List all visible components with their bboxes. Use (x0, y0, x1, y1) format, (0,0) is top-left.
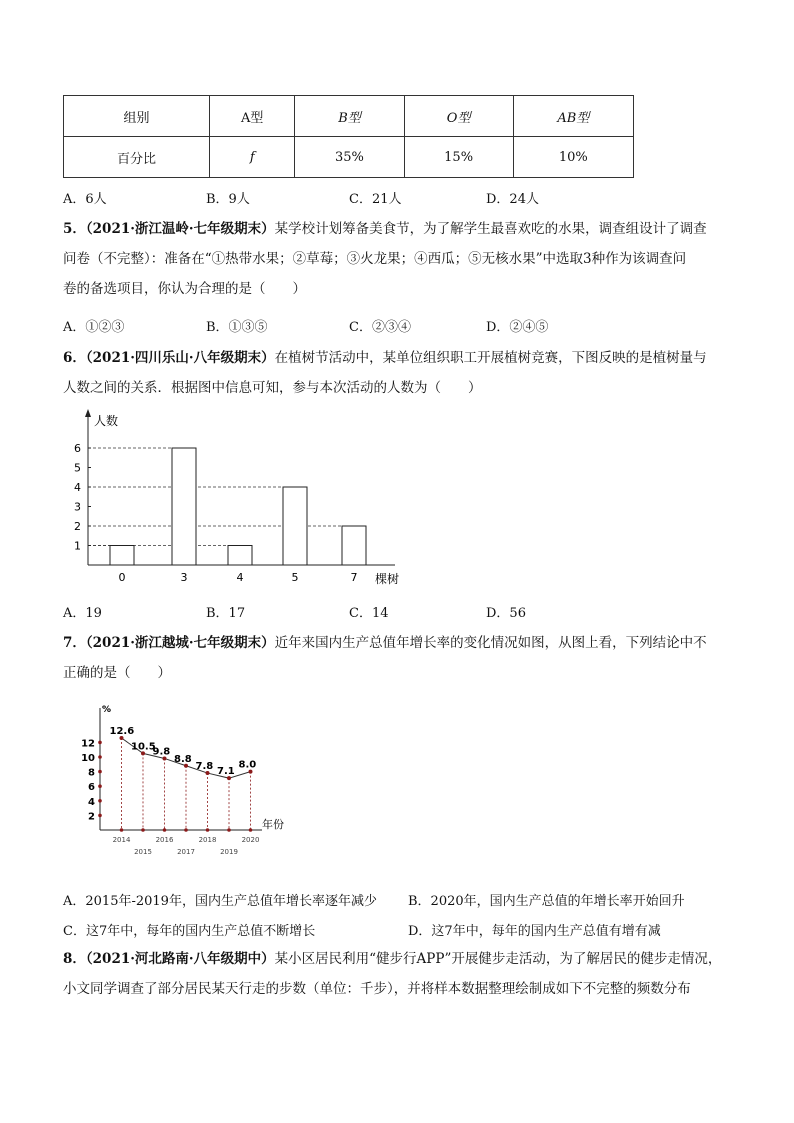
bar-0 (110, 546, 134, 566)
x-tick-dot (206, 828, 210, 832)
x-tick-label: 3 (180, 571, 188, 584)
table-cell: 35% (295, 137, 404, 178)
table-header-row (64, 96, 634, 137)
y-tick-label: 8 (88, 767, 95, 779)
data-label: 8.0 (238, 759, 257, 771)
x-tick-label: 7 (350, 571, 358, 584)
q5-source: （2021·浙江温岭·七年级期末） (85, 221, 275, 237)
q7-text1: 近年来国内生产总值年增长率的变化情况如图，从图上看，下列结论中不 (274, 635, 707, 651)
x-tick-label: 2017 (177, 848, 195, 856)
bar-5 (283, 487, 307, 565)
q6-source: （2021·四川乐山·八年级期末） (85, 350, 275, 366)
table-cell: f (210, 137, 295, 178)
x-axis-title: 棵树 (375, 572, 400, 586)
q7-option-c[interactable]: C．这7年中，每年的国内生产总值不断增长 (63, 924, 316, 939)
q7-option-a[interactable]: A．2015年-2019年，国内生产总值年增长率逐年减少 (63, 894, 377, 909)
table-row (64, 137, 634, 178)
q6-text1: 在植树节活动中，某单位组织职工开展植树竞赛，下图反映的是植树量与 (274, 350, 707, 366)
q5-line2: 问卷（不完整）：准备在“①热带水果；②草莓；③火龙果；④西瓜；⑤无核水果”中选取3种作为该调查问 (63, 251, 687, 267)
y-tick-label: 4 (74, 481, 81, 494)
table-header-cell: O型 (404, 96, 513, 137)
data-label: 9.8 (152, 746, 171, 758)
y-tick-label: 12 (81, 738, 95, 750)
x-tick-dot (227, 828, 231, 832)
question-6 (63, 343, 733, 403)
q5-line1 (63, 214, 733, 244)
q4-option-b[interactable]: B．9人 (206, 192, 250, 207)
q4-option-d[interactable]: D．24人 (486, 192, 539, 207)
table-header-cell: A型 (210, 96, 295, 137)
q7-option-d[interactable]: D．这7年中，每年的国内生产总值有增有减 (408, 924, 661, 939)
q7-line1 (63, 628, 733, 658)
q5-option-d[interactable]: D．②④⑤ (486, 320, 549, 335)
x-tick-label: 2020 (241, 836, 260, 844)
x-tick-label: 5 (291, 571, 299, 584)
question-5 (63, 214, 733, 304)
y-tick-label: 6 (74, 442, 81, 455)
table-header-cell: B型 (295, 96, 404, 137)
table-header-cell: 组别 (64, 96, 210, 137)
q6-option-c[interactable]: C．14 (349, 606, 389, 621)
y-axis-title: 人数 (94, 414, 119, 428)
q5-option-c[interactable]: C．②③④ (349, 320, 411, 335)
blood-type-table (63, 95, 634, 178)
x-tick-label: 2018 (198, 836, 217, 844)
y-tick-dot (98, 770, 102, 774)
q5-text1: 某学校计划筹备美食节，为了解学生最喜欢吃的水果，调查组设计了调查 (274, 221, 707, 237)
x-tick-dot (141, 828, 145, 832)
data-label: 7.8 (195, 761, 214, 773)
y-tick-dot (98, 755, 102, 759)
table-header-cell: AB型 (513, 96, 633, 137)
x-tick-label: 2014 (112, 836, 131, 844)
y-tick-label: 10 (81, 753, 95, 764)
x-axis-title: 年份 (262, 818, 284, 831)
q5-line3: 卷的备选项目，你认为合理的是（ ） (63, 281, 306, 297)
q7-number: 7． (63, 635, 86, 651)
q8-source: （2021·河北路南·八年级期中） (85, 951, 275, 967)
question-7 (63, 628, 733, 688)
y-tick-label: 6 (88, 782, 95, 794)
q8-line1 (63, 944, 733, 974)
y-axis-title: % (102, 705, 112, 715)
y-tick-dot (98, 814, 102, 818)
q6-number: 6． (63, 350, 86, 366)
q7-line2: 正确的是（ ） (63, 665, 171, 681)
q6-option-a[interactable]: A．19 (63, 606, 102, 621)
bar-7 (342, 526, 366, 565)
y-tick-label: 3 (74, 500, 81, 514)
q8-line2: 小文同学调查了部分居民某天行走的步数（单位：千步），并将样本数据整理绘制成如下不完整的频数分布 (63, 981, 691, 997)
question-8 (63, 944, 733, 1004)
q4-option-a[interactable]: A．6人 (63, 192, 107, 207)
q6-line1 (63, 343, 733, 373)
bar-4 (228, 546, 252, 566)
x-tick-dot (184, 828, 188, 832)
q5-option-a[interactable]: A．①②③ (63, 320, 125, 335)
q8-number: 8． (63, 951, 86, 967)
y-tick-label: 2 (74, 520, 81, 533)
x-tick-dot (120, 828, 124, 832)
x-tick-label: 2019 (220, 848, 238, 856)
table-cell: 15% (404, 137, 513, 178)
data-label: 7.1 (217, 766, 235, 778)
q4-option-c[interactable]: C．21人 (349, 192, 402, 207)
y-tick-label: 5 (74, 461, 81, 475)
q6-option-d[interactable]: D．56 (486, 606, 526, 621)
y-tick-dot (98, 741, 102, 745)
table-row-label: 百分比 (64, 137, 210, 178)
tree-planting-bar-chart (60, 405, 420, 590)
q8-text1: 某小区居民利用“健步行APP”开展健步走活动，为了解居民的健步走情况， (274, 951, 722, 967)
gdp-growth-line-chart (80, 698, 300, 860)
y-tick-dot (98, 784, 102, 788)
q5-number: 5． (63, 221, 86, 237)
data-label: 10.5 (131, 741, 156, 753)
x-tick-label: 2015 (134, 848, 152, 856)
x-tick-dot (163, 828, 167, 832)
q7-option-b[interactable]: B．2020年，国内生产总值的年增长率开始回升 (408, 894, 685, 909)
y-tick-dot (98, 799, 102, 803)
data-label: 12.6 (109, 726, 135, 738)
y-tick-label: 2 (88, 811, 95, 823)
table-cell: 10% (513, 137, 633, 178)
x-tick-dot (249, 828, 253, 832)
bar-3 (172, 448, 196, 565)
x-tick-label: 4 (236, 571, 244, 584)
q5-option-b[interactable]: B．①③⑤ (206, 320, 268, 335)
q6-line2: 人数之间的关系．根据图中信息可知，参与本次活动的人数为（ ） (63, 380, 482, 396)
q7-source: （2021·浙江越城·七年级期末） (85, 635, 275, 651)
y-tick-label: 4 (88, 796, 95, 808)
y-tick-label: 1 (74, 539, 81, 553)
x-tick-label: 0 (118, 571, 126, 584)
data-label: 8.8 (174, 753, 192, 765)
q6-option-b[interactable]: B．17 (206, 606, 246, 621)
x-tick-label: 2016 (155, 836, 174, 844)
y-axis-arrow (85, 409, 91, 417)
